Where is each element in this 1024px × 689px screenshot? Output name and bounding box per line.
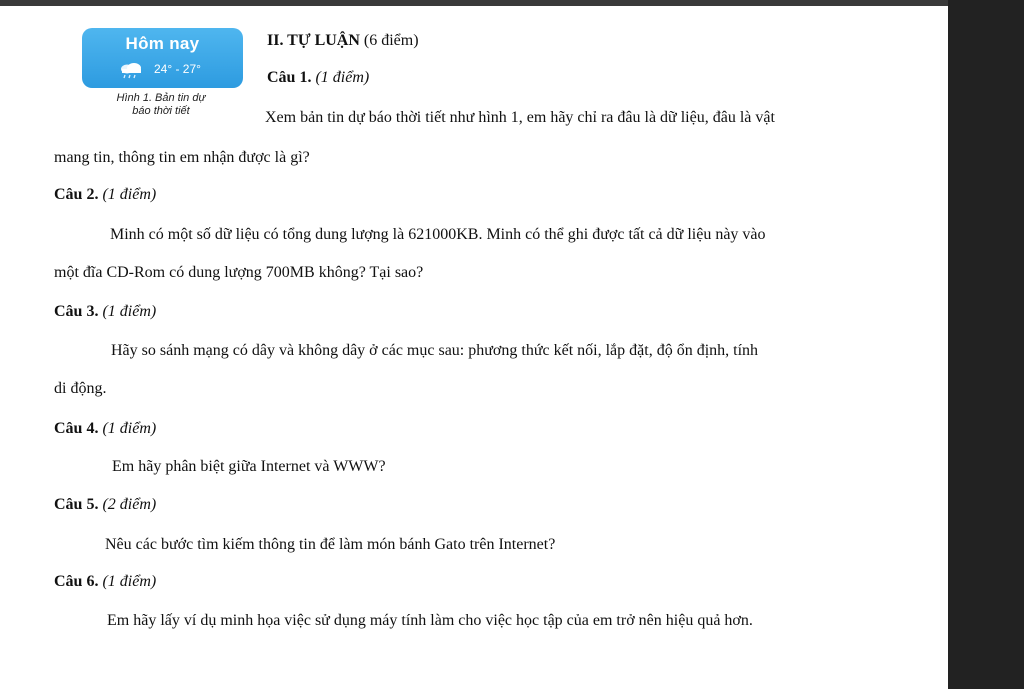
question-2-heading: Câu 2. (1 điểm) (54, 186, 157, 203)
question-3-heading: Câu 3. (1 điểm) (54, 303, 157, 320)
question-1-heading: Câu 1. (1 điểm) (267, 69, 370, 86)
section-heading: II. TỰ LUẬN (6 điểm) (267, 32, 419, 49)
document-page (0, 6, 948, 689)
viewer-background (948, 0, 1024, 689)
question-5-line-1: Nêu các bước tìm kiếm thông tin để làm món bánh Gato trên Internet? (105, 536, 556, 553)
question-2-line-2: một đĩa CD-Rom có dung lượng 700MB không? Tại sao? (54, 264, 424, 281)
rain-cloud-icon (118, 62, 144, 80)
question-2-line-1: Minh có một số dữ liệu có tổng dung lượng là 621000KB. Minh có thể ghi được tất cả dữ liệu này vào (110, 226, 766, 243)
question-1-line-1: Xem bản tin dự báo thời tiết như hình 1, em hãy chỉ ra đâu là dữ liệu, đâu là vật (265, 109, 775, 126)
weather-title: Hôm nay (125, 34, 200, 53)
question-3-line-2: di động. (54, 380, 107, 397)
question-5-heading: Câu 5. (2 điểm) (54, 496, 157, 513)
question-6-heading: Câu 6. (1 điểm) (54, 573, 157, 590)
question-4-heading: Câu 4. (1 điểm) (54, 420, 157, 437)
question-1-line-2: mang tin, thông tin em nhận được là gì? (54, 149, 310, 166)
weather-card (82, 28, 243, 88)
weather-temperature: 24° - 27° (154, 62, 201, 76)
question-4-line-1: Em hãy phân biệt giữa Internet và WWW? (112, 458, 386, 475)
question-3-line-1: Hãy so sánh mạng có dây và không dây ở các mục sau: phương thức kết nối, lắp đặt, độ ổn định, tính (111, 342, 759, 359)
question-6-line-1: Em hãy lấy ví dụ minh họa việc sử dụng máy tính làm cho việc học tập của em trở nên hiệu quả hơn. (107, 612, 753, 629)
figure-caption: Hình 1. Bản tin dự báo thời tiết (116, 92, 206, 117)
